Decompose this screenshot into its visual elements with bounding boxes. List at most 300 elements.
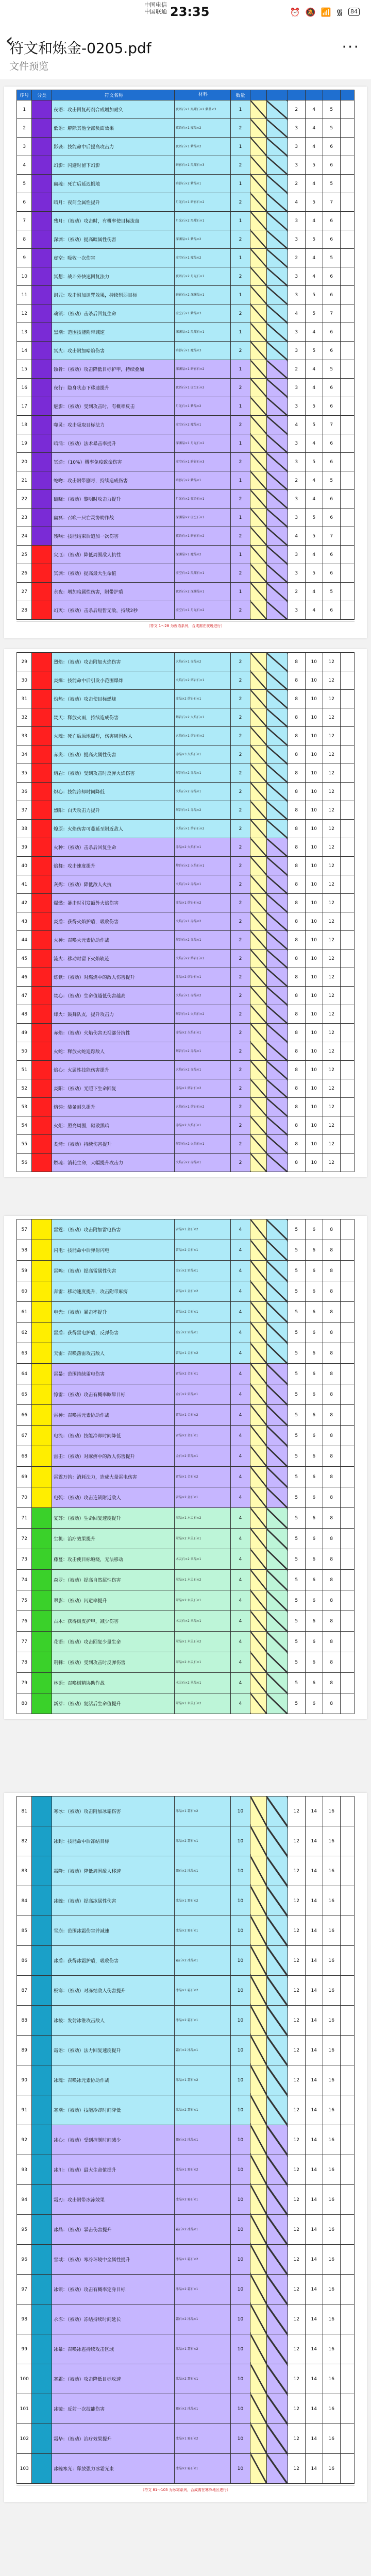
series-color-cell	[32, 1426, 52, 1446]
rune-quantity: 10	[230, 2334, 250, 2364]
empty-cell	[250, 745, 267, 764]
row-number: 81	[17, 1797, 32, 1826]
rune-value: 12	[323, 950, 340, 968]
rune-materials: 火焰石×1 赤晶×2	[174, 912, 230, 931]
table-row	[17, 249, 355, 267]
rune-value: 12	[323, 1042, 340, 1061]
more-menu-icon[interactable]: ···	[342, 38, 360, 56]
table-row	[17, 2334, 355, 2364]
rune-name: 焰舞：攻击速度提升	[52, 857, 174, 875]
rune-value: 5	[288, 1281, 305, 1302]
blank-cell	[340, 323, 354, 342]
series-color-cell	[32, 727, 52, 745]
rune-quantity: 2	[230, 708, 250, 727]
rune-value: 14	[305, 2036, 323, 2065]
rune-materials: 火焰石×2 赤晶×1	[174, 1154, 230, 1172]
empty-cell	[266, 2275, 288, 2304]
row-number: 26	[17, 564, 32, 583]
rune-materials: 雷晶×1 金石×2	[174, 1405, 230, 1426]
empty-cell	[266, 950, 288, 968]
series-color-cell	[32, 2036, 52, 2065]
rune-quantity: 10	[230, 2454, 250, 2484]
empty-cell	[266, 838, 288, 857]
series-color-cell	[32, 175, 52, 193]
blank-cell	[340, 1916, 354, 1946]
rune-quantity: 4	[230, 1529, 250, 1549]
empty-cell	[250, 1467, 267, 1487]
empty-cell	[250, 1856, 267, 1886]
rune-value: 4	[305, 119, 323, 138]
rune-quantity: 2	[230, 119, 250, 138]
blank-cell	[340, 1343, 354, 1364]
rune-value: 8	[323, 1302, 340, 1323]
rune-value: 8	[323, 1673, 340, 1693]
rune-quantity: 1	[230, 286, 250, 304]
table-row	[17, 764, 355, 783]
rune-value: 5	[288, 1405, 305, 1426]
empty-cell	[250, 2454, 267, 2484]
empty-cell	[266, 2036, 288, 2065]
blank-cell	[340, 820, 354, 838]
blank-cell	[340, 931, 354, 950]
blank-cell	[340, 2454, 354, 2484]
rune-value: 6	[305, 1590, 323, 1611]
rune-materials: 翠晶×1 木灵石×2	[174, 1508, 230, 1529]
rune-materials: 霜石×2 冰晶×1	[174, 2215, 230, 2245]
rune-value: 8	[323, 1384, 340, 1405]
series-color-cell	[32, 1261, 52, 1281]
column-header: 材料	[174, 90, 230, 100]
table-row	[17, 193, 355, 212]
empty-cell	[250, 156, 267, 175]
rune-materials: 赤晶×2 熔岩石×1	[174, 690, 230, 708]
row-number: 6	[17, 193, 32, 212]
rune-value: 5	[288, 1364, 305, 1384]
rune-materials: 火焰石×2 熔岩石×1	[174, 950, 230, 968]
rune-value: 5	[305, 416, 323, 434]
row-number: 72	[17, 1529, 32, 1549]
table-row	[17, 1693, 355, 1714]
series-color-cell	[32, 1508, 52, 1529]
rune-materials: 霜石×2 冰晶×1	[174, 2036, 230, 2065]
series-color-cell	[32, 1946, 52, 1976]
series-color-cell	[32, 453, 52, 471]
rune-name: 火神：召唤火元素协助作战	[52, 931, 174, 950]
rune-quantity: 2	[230, 1116, 250, 1135]
series-color-cell	[32, 1590, 52, 1611]
table-row	[17, 1487, 355, 1508]
rune-name: 诅咒：攻击附加诅咒效果，持续削弱目标	[52, 286, 174, 304]
rune-quantity: 2	[230, 727, 250, 745]
series-color-cell	[32, 1446, 52, 1467]
rune-value: 4	[305, 249, 323, 267]
rune-value: 6	[305, 1364, 323, 1384]
rune-materials: 冰晶×2 霜石×1	[174, 2006, 230, 2036]
rune-value: 8	[288, 1098, 305, 1116]
blank-cell	[340, 1446, 354, 1467]
rune-value: 5	[288, 1426, 305, 1446]
empty-cell	[266, 968, 288, 987]
row-number: 74	[17, 1570, 32, 1590]
rune-value: 14	[305, 1797, 323, 1826]
blank-cell	[340, 2155, 354, 2185]
blank-cell	[340, 1570, 354, 1590]
row-number: 88	[17, 2006, 32, 2036]
empty-cell	[250, 2275, 267, 2304]
row-number: 63	[17, 1343, 32, 1364]
rune-name: 焰心：火属性技能伤害提升	[52, 1061, 174, 1079]
empty-cell	[266, 2006, 288, 2036]
rune-materials: 翠晶×1 木灵石×2	[174, 1632, 230, 1652]
empty-cell	[266, 1467, 288, 1487]
rune-value: 2	[288, 100, 305, 119]
table-row	[17, 509, 355, 527]
empty-cell	[266, 1916, 288, 1946]
rune-value: 3	[288, 267, 305, 286]
rune-materials: 暗影石×2 深渊晶×1	[174, 286, 230, 304]
empty-cell	[266, 138, 288, 156]
rune-value: 16	[323, 1946, 340, 1976]
series-color-cell	[32, 1364, 52, 1384]
rune-name: 荆棘：（被动）受到攻击时反弹伤害	[52, 1652, 174, 1673]
rune-value: 14	[305, 1946, 323, 1976]
rune-quantity: 2	[230, 690, 250, 708]
rune-materials: 冰晶×1 霜石×2	[174, 2424, 230, 2454]
rune-value: 8	[288, 931, 305, 950]
empty-cell	[266, 1240, 288, 1261]
series-color-cell	[32, 1098, 52, 1116]
rune-materials: 霜石×2 冰晶×1	[174, 2394, 230, 2424]
blank-cell	[340, 193, 354, 212]
empty-cell	[250, 1549, 267, 1570]
rune-name: 炎阳：（被动）光照下生命回复	[52, 1079, 174, 1098]
series-color-cell	[32, 1797, 52, 1826]
empty-cell	[250, 230, 267, 249]
rune-materials: 翠晶×2 木灵石×1	[174, 1590, 230, 1611]
empty-cell	[250, 1916, 267, 1946]
table-row	[17, 175, 355, 193]
rune-value: 12	[288, 2215, 305, 2245]
row-number: 60	[17, 1281, 32, 1302]
rune-quantity: 4	[230, 1611, 250, 1632]
empty-cell	[266, 1487, 288, 1508]
rune-value: 6	[305, 1467, 323, 1487]
row-number: 64	[17, 1364, 32, 1384]
table-row	[17, 2275, 355, 2304]
series-color-cell	[32, 875, 52, 894]
rune-value: 3	[288, 138, 305, 156]
empty-cell	[266, 2454, 288, 2484]
rune-quantity: 10	[230, 2275, 250, 2304]
rune-value: 4	[305, 490, 323, 509]
blank-cell	[340, 2304, 354, 2334]
blank-cell	[340, 1116, 354, 1135]
blank-cell	[340, 1529, 354, 1549]
series-color-cell	[32, 304, 52, 323]
rune-name: 破晓：（被动）黎明时攻击力提升	[52, 490, 174, 509]
empty-cell	[250, 838, 267, 857]
empty-cell	[250, 397, 267, 416]
blank-cell	[340, 2394, 354, 2424]
empty-cell	[266, 2245, 288, 2275]
table-row	[17, 931, 355, 950]
empty-cell	[250, 1590, 267, 1611]
rune-value: 14	[305, 2245, 323, 2275]
rune-value: 6	[305, 1570, 323, 1590]
rune-quantity: 4	[230, 1219, 250, 1240]
rune-value: 10	[305, 727, 323, 745]
rune-name: 雷霆：（被动）攻击附加雷电伤害	[52, 1219, 174, 1240]
rune-name: 残响：技能结束后追加一次伤害	[52, 527, 174, 546]
empty-cell	[250, 987, 267, 1005]
rune-value: 8	[323, 1261, 340, 1281]
blank-cell	[340, 1549, 354, 1570]
rune-value: 2	[288, 471, 305, 490]
blank-cell	[340, 1487, 354, 1508]
series-color-cell	[32, 1323, 52, 1343]
empty-cell	[250, 1570, 267, 1590]
rune-value: 14	[305, 2006, 323, 2036]
rune-value: 14	[305, 2065, 323, 2095]
empty-cell	[250, 527, 267, 546]
rune-materials: 雷晶×2 金石×1	[174, 1364, 230, 1384]
rune-name: 熔岩：（被动）受到攻击时反弹火焰伤害	[52, 764, 174, 783]
empty-cell	[250, 1405, 267, 1426]
empty-cell	[250, 1632, 267, 1652]
series-color-cell	[32, 1826, 52, 1856]
empty-cell	[266, 1632, 288, 1652]
rune-value: 12	[323, 1098, 340, 1116]
table-row	[17, 1467, 355, 1487]
rune-materials: 翠晶×1 木灵石×2	[174, 1693, 230, 1714]
blank-cell	[340, 2095, 354, 2125]
series-color-cell	[32, 1005, 52, 1024]
table-row	[17, 1116, 355, 1135]
empty-cell	[266, 894, 288, 912]
table-row	[17, 156, 355, 175]
rune-materials: 暗影石×2 紫晶×1	[174, 175, 230, 193]
blank-cell	[340, 2185, 354, 2215]
column-header	[266, 90, 288, 100]
rune-name: 森罗：（被动）提高自然属性伤害	[52, 1570, 174, 1590]
rune-value: 8	[323, 1323, 340, 1343]
blank-cell	[340, 1384, 354, 1405]
series-color-cell	[32, 601, 52, 620]
empty-cell	[266, 1343, 288, 1364]
empty-cell	[250, 583, 267, 601]
rune-name: 雷神：召唤雷元素协助作战	[52, 1405, 174, 1426]
rune-value: 6	[305, 1508, 323, 1529]
series-color-cell	[32, 1976, 52, 2006]
rune-value: 7	[323, 304, 340, 323]
series-color-cell	[32, 1384, 52, 1405]
empty-cell	[250, 1652, 267, 1673]
rune-value: 4	[305, 323, 323, 342]
series-color-cell	[32, 249, 52, 267]
rune-materials: 深渊晶×1 暗影石×2	[174, 360, 230, 379]
rune-quantity: 2	[230, 564, 250, 583]
empty-cell	[250, 1426, 267, 1446]
rune-quantity: 10	[230, 2185, 250, 2215]
rune-name: 炎爆：技能命中后引发小范围爆炸	[52, 671, 174, 690]
series-color-cell	[32, 2275, 52, 2304]
rune-materials: 雷晶×2 金石×1	[174, 1487, 230, 1508]
table-row	[17, 1946, 355, 1976]
rune-value: 12	[323, 708, 340, 727]
rune-value: 8	[323, 1487, 340, 1508]
rune-value: 3	[288, 397, 305, 416]
table-row	[17, 2424, 355, 2454]
row-number: 27	[17, 583, 32, 601]
series-color-cell	[32, 1673, 52, 1693]
empty-cell	[266, 1405, 288, 1426]
rune-quantity: 2	[230, 156, 250, 175]
rune-quantity: 2	[230, 968, 250, 987]
row-number: 34	[17, 745, 32, 764]
empty-cell	[266, 1529, 288, 1549]
rune-name: 烽火：鼓舞队友，提升攻击力	[52, 1005, 174, 1024]
blank-cell	[340, 1323, 354, 1343]
blank-cell	[340, 601, 354, 620]
table-row	[17, 653, 355, 671]
row-number: 23	[17, 509, 32, 527]
rune-value: 4	[305, 434, 323, 453]
empty-cell	[250, 379, 267, 397]
rune-quantity: 2	[230, 527, 250, 546]
empty-cell	[250, 249, 267, 267]
row-number: 82	[17, 1826, 32, 1856]
empty-cell	[250, 212, 267, 230]
rune-quantity: 2	[230, 894, 250, 912]
row-number: 79	[17, 1673, 32, 1693]
blank-cell	[340, 2275, 354, 2304]
empty-cell	[250, 1240, 267, 1261]
rune-value: 12	[323, 1005, 340, 1024]
rune-quantity: 4	[230, 1508, 250, 1529]
rune-value: 12	[323, 653, 340, 671]
rune-quantity: 4	[230, 1426, 250, 1446]
rune-quantity: 2	[230, 1079, 250, 1098]
row-number: 97	[17, 2275, 32, 2304]
empty-cell	[250, 1219, 267, 1240]
rune-quantity: 2	[230, 875, 250, 894]
rune-name: 烈焰：（被动）攻击附加火焰伤害	[52, 653, 174, 671]
rune-value: 5	[323, 471, 340, 490]
rune-value: 3	[288, 119, 305, 138]
empty-cell	[250, 1508, 267, 1529]
table-1-footnote: （符文 1～28 为夜语系列，合成需在夜晚进行）	[16, 621, 355, 633]
series-color-cell	[32, 156, 52, 175]
rune-value: 6	[323, 323, 340, 342]
rune-value: 6	[323, 564, 340, 583]
series-color-cell	[32, 820, 52, 838]
rune-name: 爆燃：暴击时引发额外火焰伤害	[52, 894, 174, 912]
empty-cell	[266, 527, 288, 546]
back-icon[interactable]: ‹	[5, 29, 13, 53]
series-color-cell	[32, 2364, 52, 2394]
rune-value: 12	[288, 1886, 305, 1916]
blank-cell	[340, 379, 354, 397]
column-header: 符文名称	[52, 90, 174, 100]
rune-quantity: 4	[230, 1302, 250, 1323]
rune-value: 6	[323, 156, 340, 175]
empty-cell	[266, 653, 288, 671]
empty-cell	[266, 671, 288, 690]
rune-materials: 虚空石×1 月光石×2	[174, 601, 230, 620]
empty-cell	[250, 894, 267, 912]
blank-cell	[340, 2036, 354, 2065]
blank-cell	[340, 175, 354, 193]
rune-materials: 冰晶×1 霜石×2	[174, 2334, 230, 2364]
rune-name: 燃魂：消耗生命，大幅提升攻击力	[52, 1154, 174, 1172]
rune-value: 5	[305, 156, 323, 175]
empty-cell	[250, 2304, 267, 2334]
series-color-cell	[32, 2424, 52, 2454]
empty-cell	[250, 2125, 267, 2155]
rune-value: 12	[288, 2006, 305, 2036]
rune-value: 12	[288, 2275, 305, 2304]
empty-cell	[266, 323, 288, 342]
empty-cell	[250, 1302, 267, 1323]
empty-cell	[250, 1946, 267, 1976]
rune-value: 16	[323, 2334, 340, 2364]
empty-cell	[250, 360, 267, 379]
rune-materials: 金石×2 雷晶×1	[174, 1323, 230, 1343]
table-row	[17, 471, 355, 490]
blank-cell	[340, 745, 354, 764]
table-row	[17, 1281, 355, 1302]
row-number: 86	[17, 1946, 32, 1976]
rune-value: 3	[288, 453, 305, 471]
column-header: 数量	[230, 90, 250, 100]
rune-value: 6	[305, 1323, 323, 1343]
rune-value: 14	[305, 1826, 323, 1856]
rune-value: 10	[305, 708, 323, 727]
rune-quantity: 10	[230, 2394, 250, 2424]
rune-value: 8	[323, 1652, 340, 1673]
rune-value: 12	[323, 1024, 340, 1042]
rune-name: 火蛇：释放火蛇追踪敌人	[52, 1042, 174, 1061]
rune-quantity: 4	[230, 1487, 250, 1508]
empty-cell	[266, 1219, 288, 1240]
rune-name: 电光：（被动）暴击率提升	[52, 1302, 174, 1323]
rune-table-2	[16, 652, 355, 1172]
table-row	[17, 527, 355, 546]
rune-value: 12	[323, 727, 340, 745]
empty-cell	[250, 931, 267, 950]
rune-value: 12	[323, 690, 340, 708]
blank-cell	[340, 119, 354, 138]
rune-materials: 冰晶×2 霜石×1	[174, 1916, 230, 1946]
rune-table-4	[16, 1796, 355, 2484]
rune-name: 冥火：攻击附加暗焰伤害	[52, 342, 174, 360]
rune-materials: 冰晶×1 霜石×2	[174, 1886, 230, 1916]
blank-cell	[340, 1590, 354, 1611]
blank-cell	[340, 1405, 354, 1426]
rune-value: 10	[305, 1042, 323, 1061]
rune-value: 16	[323, 2275, 340, 2304]
carrier-1: 中国电信	[144, 2, 167, 8]
rune-quantity: 4	[230, 1693, 250, 1714]
rune-value: 16	[323, 2155, 340, 2185]
row-number: 37	[17, 801, 32, 820]
empty-cell	[266, 193, 288, 212]
rune-value: 7	[323, 193, 340, 212]
series-color-cell	[32, 546, 52, 564]
series-color-cell	[32, 1856, 52, 1886]
rune-value: 10	[305, 783, 323, 801]
table-row	[17, 1797, 355, 1826]
